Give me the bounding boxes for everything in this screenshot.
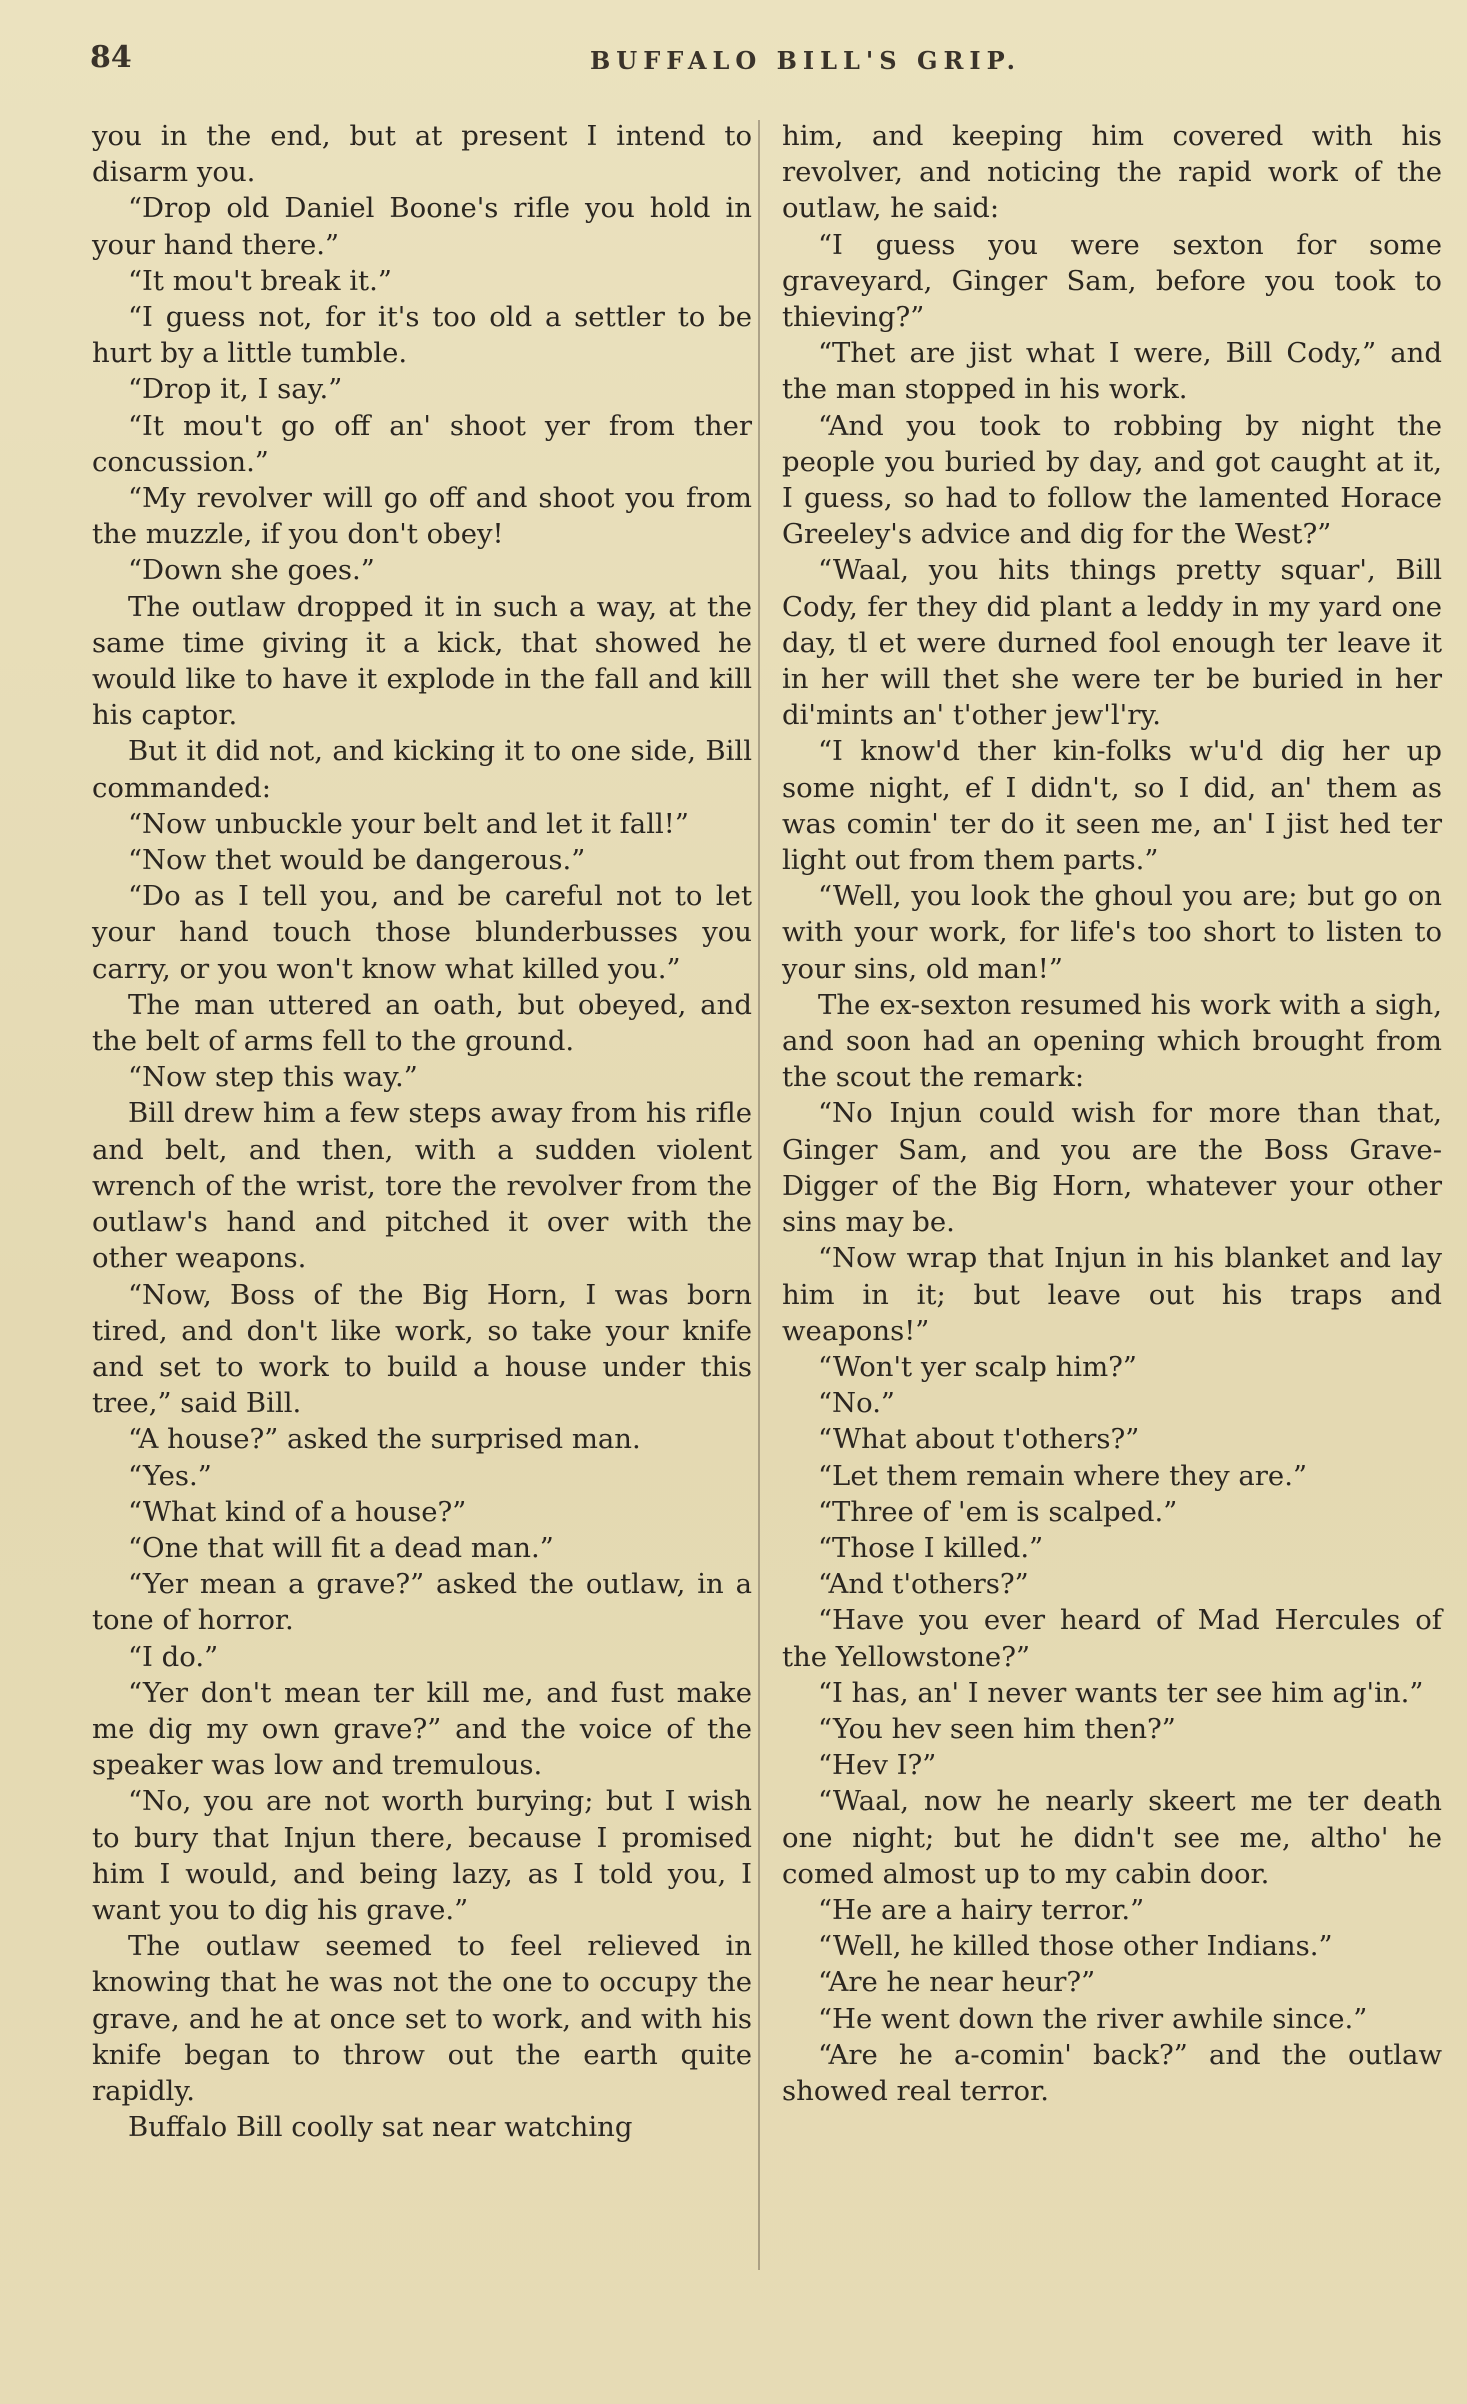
- page-number: 84: [90, 40, 132, 75]
- right-text-column: [782, 118, 1442, 2109]
- paragraph: “Have you ever heard of Mad Hercules of the Yellowstone?”: [782, 1604, 1442, 1673]
- paragraph: “My revolver will go off and shoot you from the muzzle, if you don't obey!: [92, 482, 752, 551]
- paragraph: “Won't yer scalp him?”: [818, 1350, 1137, 1383]
- paragraph: The ex-sexton resumed his work with a sigh, and soon had an opening which brought from the scout the remark:: [782, 988, 1442, 1094]
- paragraph: “He are a hairy terror.”: [818, 1893, 1145, 1926]
- page-header: [90, 40, 1427, 80]
- paragraph: “One that will fit a dead man.”: [128, 1531, 554, 1564]
- paragraph: “I guess you were sexton for some graveyard, Ginger Sam, before you took to thieving?”: [782, 228, 1442, 334]
- paragraph: “Now thet would be dangerous.”: [128, 844, 586, 877]
- paragraph: Bill drew him a few steps away from his rifle and belt, and then, with a sudden violent wrench of the wrist, tore the revolver from the outlaw's hand and pitched it over with the other weapons.: [92, 1097, 752, 1275]
- paragraph: “I do.”: [128, 1640, 219, 1673]
- paragraph: him, and keeping him covered with his revolver, and noticing the rapid work of the outlaw, he said:: [782, 120, 1442, 225]
- paragraph: “I know'd ther kin-folks w'u'd dig her up some night, ef I didn't, so I did, an' them as was comin' ter do it seen me, an' I jist hed ter light out from them parts.”: [782, 735, 1442, 877]
- paragraph: “Drop old Daniel Boone's rifle you hold in your hand there.”: [92, 192, 752, 261]
- paragraph: “Yer don't mean ter kill me, and fust make me dig my own grave?” and the voice of the speaker was low and tremulous.: [92, 1676, 752, 1782]
- paragraph: “No Injun could wish for more than that, Ginger Sam, and you are the Boss Grave-Digger of the Big Horn, whatever your other sins may be.: [782, 1097, 1442, 1239]
- paragraph: “Hev I?”: [818, 1749, 937, 1782]
- paragraph: “It mou't go off an' shoot yer from ther concussion.”: [92, 409, 752, 478]
- paragraph: “Let them remain where they are.”: [818, 1459, 1307, 1492]
- paragraph: “Waal, now he nearly skeert me ter death one night; but he didn't see me, altho' he comed almost up to my cabin door.: [782, 1785, 1442, 1890]
- column-divider: [758, 120, 760, 2270]
- paragraph: The outlaw dropped it in such a way, at the same time giving it a kick, that showed he would like to have it explode in the fall and kill his captor.: [92, 590, 752, 732]
- paragraph: “Now wrap that Injun in his blanket and lay him in it; but leave out his traps and weapons!”: [782, 1242, 1442, 1347]
- left-text-column: [92, 118, 752, 2145]
- paragraph: “Yer mean a grave?” asked the outlaw, in a tone of horror.: [92, 1568, 752, 1637]
- paragraph: “Do as I tell you, and be careful not to let your hand touch those blunderbusses you carry, or you won't know what killed you.”: [92, 880, 752, 985]
- paragraph: “I has, an' I never wants ter see him ag'in.”: [818, 1676, 1424, 1709]
- paragraph: “What kind of a house?”: [128, 1495, 467, 1528]
- running-title: BUFFALO BILL'S GRIP.: [590, 46, 1022, 75]
- paragraph: “Thet are jist what I were, Bill Cody,” and the man stopped in his work.: [782, 337, 1442, 406]
- paragraph: “He went down the river awhile since.”: [818, 2002, 1368, 2035]
- paragraph: “I guess not, for it's too old a settler to be hurt by a little tumble.: [92, 301, 752, 370]
- paragraph: “Well, you look the ghoul you are; but go on with your work, for life's too short to listen to your sins, old man!”: [782, 880, 1442, 985]
- paragraph: “Down she goes.”: [128, 554, 375, 587]
- paragraph: “No.”: [818, 1387, 895, 1420]
- paragraph: “A house?” asked the surprised man.: [128, 1423, 641, 1456]
- paragraph: “It mou't break it.”: [128, 264, 392, 297]
- paragraph: The man uttered an oath, but obeyed, and the belt of arms fell to the ground.: [92, 988, 752, 1058]
- paragraph: “Are he near heur?”: [818, 1966, 1096, 1999]
- paragraph: “Now unbuckle your belt and let it fall!”: [128, 807, 689, 840]
- paragraph: “Those I killed.”: [818, 1531, 1044, 1564]
- paragraph: “No, you are not worth burying; but I wish to bury that Injun there, because I promised him I would, and being lazy, as I told you, I want you to dig his grave.”: [92, 1785, 752, 1926]
- paragraph: “Yes.”: [128, 1459, 212, 1492]
- paragraph: “Well, he killed those other Indians.”: [818, 1930, 1333, 1963]
- paragraph: “Drop it, I say.”: [128, 373, 343, 406]
- paragraph: Buffalo Bill coolly sat near watching: [128, 2111, 633, 2144]
- paragraph: The outlaw seemed to feel relieved in knowing that he was not the one to occupy the grave, and he at once set to work, and with his knife began to throw out the earth quite rapidly.: [92, 1930, 752, 2107]
- paragraph: “Now step this way.”: [128, 1061, 418, 1094]
- paragraph: “You hev seen him then?”: [818, 1712, 1176, 1745]
- paragraph: “Three of 'em is scalped.”: [818, 1495, 1178, 1528]
- paragraph: “Are he a-comin' back?” and the outlaw showed real terror.: [782, 2038, 1442, 2107]
- paragraph: “And t'others?”: [818, 1568, 1029, 1601]
- paragraph: “Waal, you hits things pretty squar', Bill Cody, fer they did plant a leddy in my yard one day, tl et were durned fool enough ter leave it in her will thet she were ter be buried in her di'mints an' t'other jew'l'ry.: [782, 554, 1442, 732]
- paragraph: “Now, Boss of the Big Horn, I was born tired, and don't like work, so take your knife and set to work to build a house under this tree,” said Bill.: [92, 1278, 752, 1420]
- paragraph: “What about t'others?”: [818, 1423, 1140, 1456]
- paragraph: “And you took to robbing by night the people you buried by day, and got caught at it, I guess, so had to follow the lamented Horace Greeley's advice and dig for the West?”: [782, 409, 1442, 551]
- paragraph: you in the end, but at present I intend to disarm you.: [92, 120, 752, 189]
- paragraph: But it did not, and kicking it to one side, Bill commanded:: [92, 735, 752, 804]
